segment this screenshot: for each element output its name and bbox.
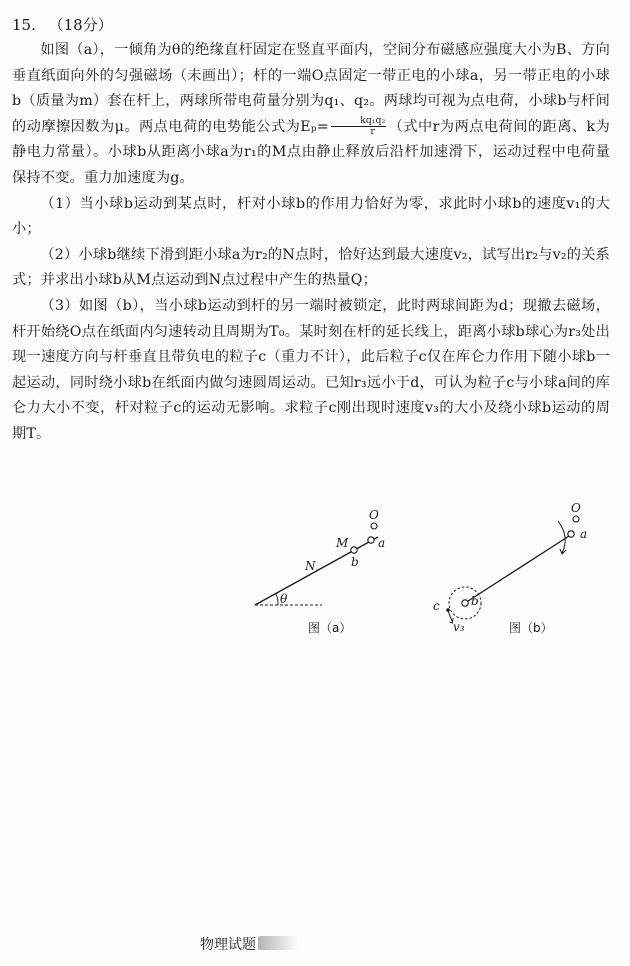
- sub-question-3: （3）如图（b），当小球b运动到杆的另一端时被锁定，此时两球间距为d；现撤去磁场，杆开始绕O点在纸面内匀速转动且周期为T₀。某时刻在杆的延长线上，距离小球b球心为r₃处出现一速度方向与杆垂直且带负电的粒子c（重力不计），此后粒子c仅在库仑力作用下随小球b一起运动，同时绕小球b在纸面内做匀速圆周运动。已知r₃远小于d，可认为粒子c与小球a间的库仑力大小不变，杆对粒子c的运动无影响。求粒子c刚出现时速度v₃的大小及绕小球b运动的周期T。: [12, 297, 610, 442]
- figure-a: [250, 508, 400, 645]
- rotation-arc: [558, 521, 565, 553]
- point-o: [573, 516, 579, 522]
- question-header: [12, 14, 121, 35]
- sub-question-1: （1）当小球b运动到某点时，杆对小球b的作用力恰好为零，求此时小球b的速度v₁的大小；: [12, 195, 610, 238]
- label-n: N: [305, 559, 316, 573]
- question-number: 15.: [12, 16, 36, 34]
- footer-shadow: [258, 936, 298, 950]
- ball-a: [368, 537, 374, 543]
- figure-a-diagram: [250, 508, 400, 615]
- fraction-numerator: kq₁q₂: [331, 116, 387, 127]
- label-b: b: [471, 594, 479, 608]
- label-b: b: [351, 555, 359, 569]
- footer-label: 物理试题: [200, 937, 256, 953]
- angle-arc: [276, 594, 278, 605]
- velocity-arrow: [448, 611, 452, 621]
- intro-text-2: （式中r为两点电荷间的距离、k为静电力常量）。小球b从距离小球a为r₁的M点由静止释放后沿杆加速滑下，运动过程中电荷量保持不变。重力加速度为g。: [12, 118, 610, 186]
- label-v3: v₃: [453, 620, 465, 634]
- question-score: （18分）: [48, 16, 113, 34]
- rotating-rod: [465, 536, 569, 603]
- figure-b: [425, 501, 595, 642]
- intro-text-1: 如图（a），一倾角为θ的绝缘直杆固定在竖直平面内，空间分布磁感应强度大小为B、方向垂直纸面向外的匀强磁场（未画出）；杆的一端O点固定一带正电的小球a，另一带正电的小球b（质量为m）套在杆上，两球所带电荷量分别为q₁、q₂。两球均可视为点电荷，小球b与杆间的动摩擦因数为μ。两点电荷的电势能公式为Eₚ=: [12, 42, 610, 135]
- sub-question-2: （2）小球b继续下滑到距小球a为r₂的N点时，恰好达到最大速度v₂，试写出r₂与v₂的关系式；并求出小球b从M点运动到N点过程中产生的热量Q；: [12, 246, 610, 289]
- label-a: a: [378, 536, 386, 550]
- label-o: O: [369, 508, 379, 522]
- incline-rod: [255, 537, 378, 605]
- label-a: a: [580, 527, 588, 541]
- ball-b: [462, 600, 468, 606]
- potential-energy-fraction: [331, 116, 387, 137]
- intro-paragraph: [12, 38, 610, 192]
- label-o: O: [571, 501, 581, 515]
- point-o: [371, 523, 377, 529]
- question-body: [12, 38, 610, 448]
- ball-b: [351, 547, 357, 553]
- label-m: M: [336, 536, 349, 550]
- fraction-denominator: r: [370, 127, 376, 138]
- ball-a: [568, 531, 574, 537]
- label-c: c: [433, 599, 440, 613]
- label-theta: θ: [280, 592, 288, 606]
- figure-a-caption: 图（a）: [308, 621, 352, 635]
- figure-b-caption: 图（b）: [509, 621, 553, 635]
